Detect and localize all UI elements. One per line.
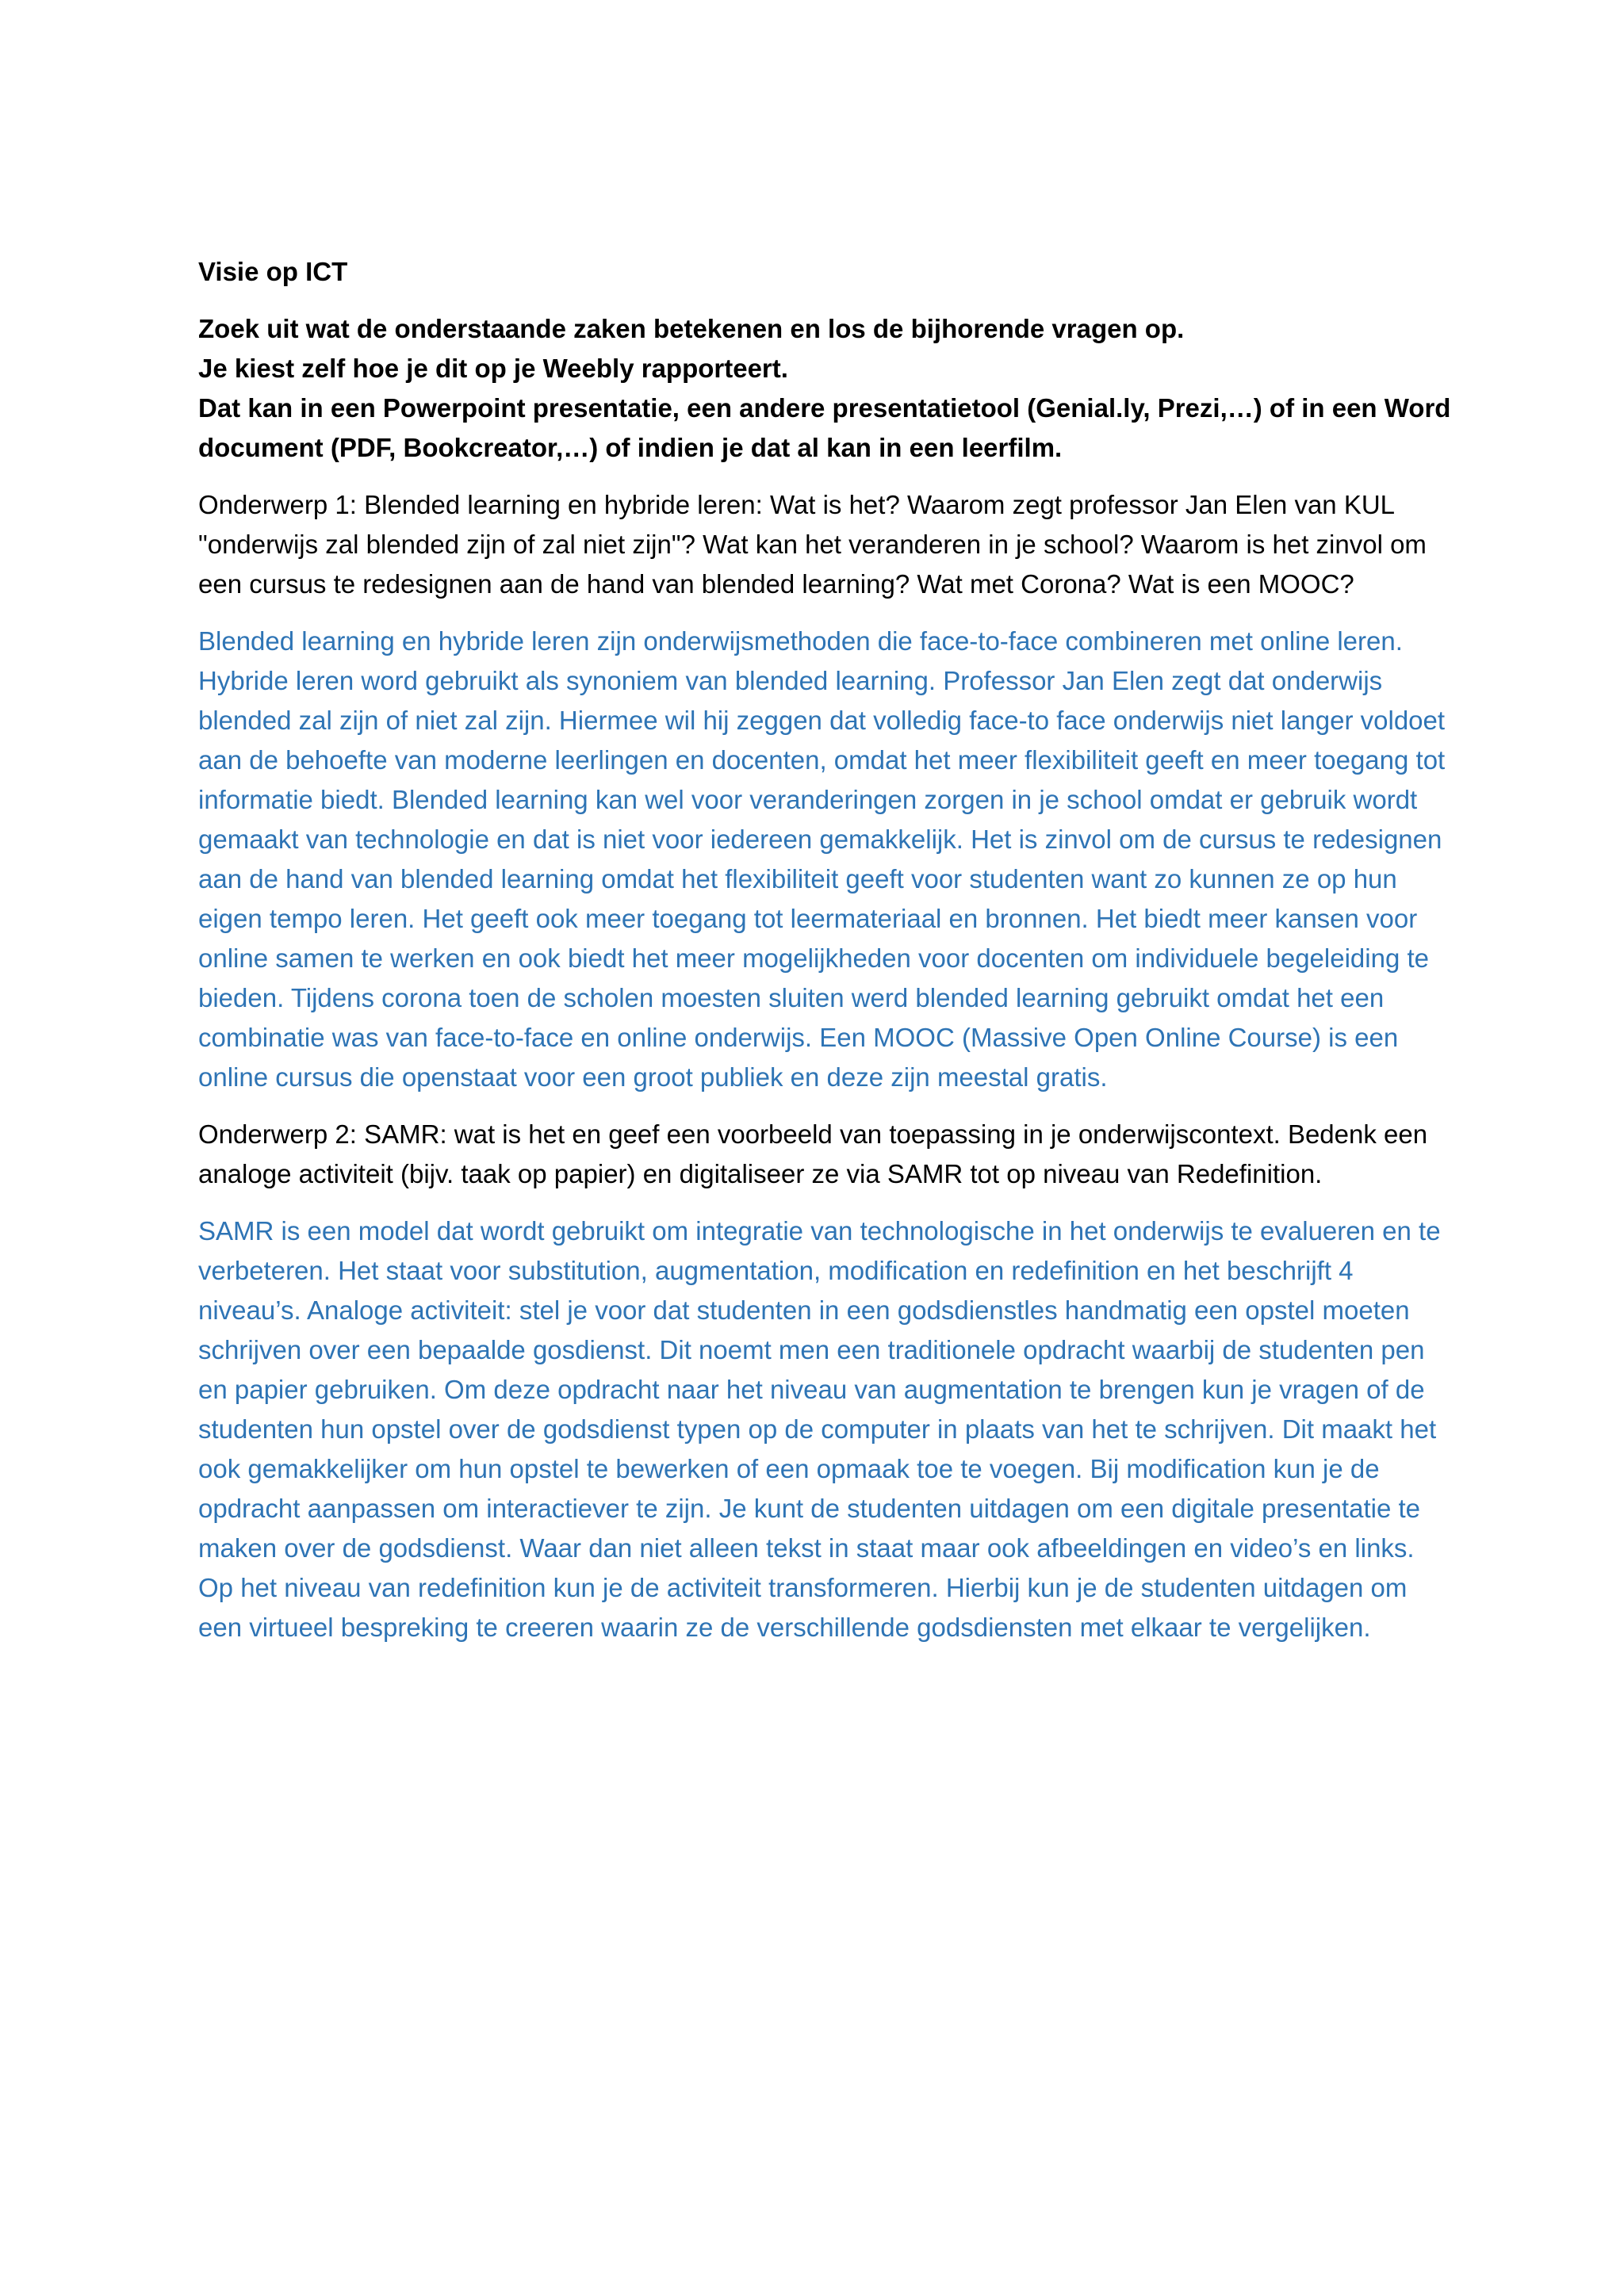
topic-2-answer: SAMR is een model dat wordt gebruikt om integratie van technologische in het onderwijs te evalueren en te verbeteren. Het staat voor substitution, augmentation, modification en redefinition en het beschrijft 4 niveau’s. Analoge activiteit: stel je voor dat studenten in een godsdienstles handmatig een opstel moeten schrijven over een bepaalde gosdienst. Dit noemt men een traditionele opdracht waarbij de studenten pen en papier gebruiken. Om deze opdracht naar het niveau van augmentation te brengen kun je vragen of de studenten hun opstel over de godsdienst typen op de computer in plaats van het te schrijven. Dit maakt het ook gemakkelijker om hun opstel te bewerken of een opmaak toe te voegen. Bij modification kun je de opdracht aanpassen om interactiever te zijn. Je kunt de studenten uitdagen om een digitale presentatie te maken over de godsdienst. Waar dan niet alleen tekst in staat maar ook afbeeldingen en video’s en links. Op het niveau van redefinition kun je de activiteit transformeren. Hierbij kun je de studenten uitdagen om een virtueel bespreking te creeren waarin ze de verschillende godsdiensten met elkaar te vergelijken. xyxy=(198,1216,1441,1642)
topic-1-question: Onderwerp 1: Blended learning en hybride leren: Wat is het? Waarom zegt professor Jan Elen van KUL "onderwijs zal blended zijn of zal niet zijn"? Wat kan het veranderen in je school? Waarom is het zinvol om een cursus te redesignen aan de hand van blended learning? Wat met Corona? Wat is een MOOC? xyxy=(198,490,1427,599)
topic-1-answer: Blended learning en hybride leren zijn onderwijsmethoden die face-to-face combineren met online leren. Hybride leren word gebruikt als synoniem van blended learning. Professor Jan Elen zegt dat onderwijs blended zal zijn of niet zal zijn. Hiermee wil hij zeggen dat volledig face-to face onderwijs niet langer voldoet aan de behoefte van moderne leerlingen en docenten, omdat het meer flexibiliteit geeft en meer toegang tot informatie biedt. Blended learning kan wel voor veranderingen zorgen in je school omdat er gebruik wordt gemaakt van technologie en dat is niet voor iedereen gemakkelijk. Het is zinvol om de cursus te redesignen aan de hand van blended learning omdat het flexibiliteit geeft voor studenten want zo kunnen ze op hun eigen tempo leren. Het geeft ook meer toegang tot leermateriaal en bronnen. Het biedt meer kansen voor online samen te werken en ook biedt het meer mogelijkheden voor docenten om individuele begeleiding te bieden. Tijdens corona toen de scholen moesten sluiten werd blended learning gebruikt omdat het een combinatie was van face-to-face en online onderwijs. Een MOOC (Massive Open Online Course) is een online cursus die openstaat voor een groot publiek en deze zijn meestal gratis. xyxy=(198,626,1446,1092)
topic-2-question: Onderwerp 2: SAMR: wat is het en geef een voorbeeld van toepassing in je onderwijscontext. Bedenk een analoge activiteit (bijv. taak op papier) en digitaliseer ze via SAMR tot op niveau van Redefinition. xyxy=(198,1119,1428,1188)
instruction-line-1: Zoek uit wat de onderstaande zaken betekenen en los de bijhorende vragen op. xyxy=(198,314,1185,343)
instruction-line-2: Je kiest zelf hoe je dit op je Weebly rapporteert. xyxy=(198,354,788,383)
assignment-instructions xyxy=(198,309,1451,468)
document-page xyxy=(198,252,1451,1665)
instruction-line-3: Dat kan in een Powerpoint presentatie, een andere presentatietool (Genial.ly, Prezi,…) of in een Word document (PDF, Bookcreator,…) of indien je dat al kan in een leerfilm. xyxy=(198,393,1451,462)
document-title: Visie op ICT xyxy=(198,257,348,286)
